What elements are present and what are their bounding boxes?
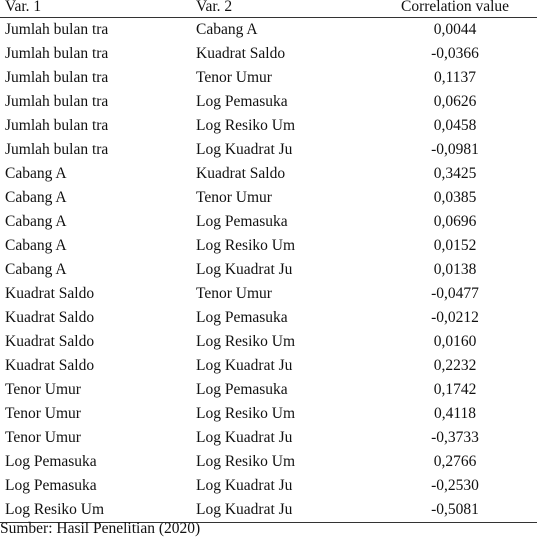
cell-var-2: Log Kuadrat Ju [196,501,293,518]
table-row [0,18,537,42]
cell-correlation-value: 0,3425 [433,165,477,182]
cell-var-2: Log Resiko Um [196,237,296,254]
table-row [0,258,537,282]
table-row [0,90,537,114]
table-row [0,186,537,210]
table-row [0,426,537,450]
table-body [0,18,537,522]
cell-var-2: Log Kuadrat Ju [196,477,293,494]
cell-correlation-value: 0,0626 [433,93,477,110]
cell-var-2: Log Resiko Um [196,405,296,422]
cell-var-1: Log Pemasuka [5,477,97,494]
cell-correlation-value: -0,5081 [431,501,479,518]
cell-var-1: Jumlah bulan tra [5,21,109,38]
cell-var-2: Log Kuadrat Ju [196,429,293,446]
cell-var-1: Tenor Umur [5,381,81,398]
table-row [0,210,537,234]
header-var-1: Var. 1 [5,0,42,15]
cell-correlation-value: 0,0152 [433,237,477,254]
table-row [0,330,537,354]
cell-var-1: Cabang A [5,165,67,182]
table-row [0,282,537,306]
cell-correlation-value: 0,0044 [433,21,477,38]
cell-correlation-value: -0,0981 [431,141,479,158]
cell-correlation-value: -0,0477 [431,285,479,302]
table-row [0,450,537,474]
cell-var-2: Tenor Umur [196,189,272,206]
cell-var-2: Log Pemasuka [196,213,288,230]
table-row [0,138,537,162]
cell-var-1: Cabang A [5,213,67,230]
header-var-2: Var. 2 [196,0,233,15]
cell-var-1: Tenor Umur [5,405,81,422]
cell-correlation-value: -0,2530 [431,477,479,494]
cell-var-1: Kuadrat Saldo [5,285,95,302]
cell-var-1: Jumlah bulan tra [5,69,109,86]
cell-var-2: Log Pemasuka [196,309,288,326]
cell-correlation-value: 0,0160 [433,333,477,350]
cell-var-2: Log Resiko Um [196,333,296,350]
cell-var-2: Log Kuadrat Ju [196,261,293,278]
cell-var-1: Kuadrat Saldo [5,357,95,374]
table-row [0,114,537,138]
table-row [0,234,537,258]
cell-var-1: Cabang A [5,237,67,254]
cell-var-2: Kuadrat Saldo [196,45,286,62]
table-row [0,306,537,330]
cell-var-2: Kuadrat Saldo [196,165,286,182]
source-note: Sumber: Hasil Penelitian (2020) [0,520,201,537]
cell-correlation-value: -0,0212 [431,309,479,326]
cell-correlation-value: 0,0385 [433,189,477,206]
cell-var-2: Cabang A [196,21,258,38]
cell-var-1: Jumlah bulan tra [5,45,109,62]
table-row [0,378,537,402]
cell-var-2: Log Pemasuka [196,381,288,398]
cell-var-1: Jumlah bulan tra [5,93,109,110]
cell-var-2: Tenor Umur [196,69,272,86]
cell-var-1: Log Resiko Um [5,501,105,518]
cell-correlation-value: 0,0458 [433,117,477,134]
cell-var-2: Log Resiko Um [196,117,296,134]
table-row [0,474,537,498]
cell-correlation-value: 0,2232 [433,357,477,374]
cell-correlation-value: 0,0696 [433,213,477,230]
cell-var-2: Tenor Umur [196,285,272,302]
table-header-row [0,0,537,16]
cell-var-1: Tenor Umur [5,429,81,446]
cell-correlation-value: 0,2766 [433,453,477,470]
cell-var-1: Jumlah bulan tra [5,141,109,158]
table-row [0,66,537,90]
cell-var-1: Cabang A [5,189,67,206]
table-row [0,354,537,378]
cell-var-1: Kuadrat Saldo [5,333,95,350]
cell-correlation-value: -0,3733 [431,429,479,446]
cell-var-1: Kuadrat Saldo [5,309,95,326]
cell-var-1: Cabang A [5,261,67,278]
cell-var-2: Log Resiko Um [196,453,296,470]
table-row [0,162,537,186]
cell-var-1: Jumlah bulan tra [5,117,109,134]
cell-var-2: Log Kuadrat Ju [196,357,293,374]
table-row [0,402,537,426]
cell-correlation-value: 0,4118 [433,405,477,422]
cell-correlation-value: 0,1137 [433,69,477,86]
table-row [0,498,537,522]
cell-correlation-value: 0,1742 [433,381,477,398]
header-correlation-value: Correlation value [400,0,510,15]
cell-var-2: Log Kuadrat Ju [196,141,293,158]
cell-correlation-value: -0,0366 [431,45,479,62]
cell-var-1: Log Pemasuka [5,453,97,470]
cell-var-2: Log Pemasuka [196,93,288,110]
table-row [0,42,537,66]
cell-correlation-value: 0,0138 [433,261,477,278]
